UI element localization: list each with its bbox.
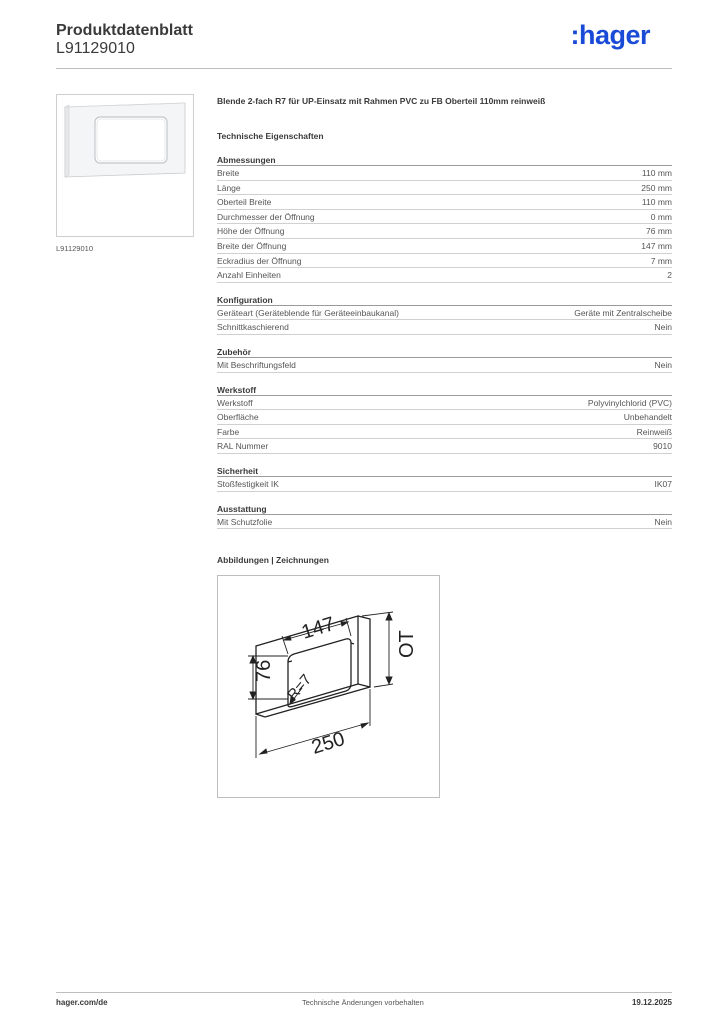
property-label: Breite xyxy=(217,168,240,178)
technical-drawing xyxy=(217,575,440,798)
page-header xyxy=(56,20,672,70)
footer-date: 19.12.2025 xyxy=(631,998,672,1007)
section-title: Abmessungen xyxy=(217,154,672,166)
property-value: 147 mm xyxy=(641,240,672,251)
property-row xyxy=(217,210,672,225)
section-ausstattung xyxy=(217,503,672,530)
dim-width-label: 147 xyxy=(299,612,338,644)
property-row xyxy=(217,306,672,321)
property-row xyxy=(217,224,672,239)
property-value: 9010 xyxy=(653,441,672,452)
property-label: Eckradius der Öffnung xyxy=(217,255,302,266)
section-abmessungen xyxy=(217,154,672,283)
section-title: Sicherheit xyxy=(217,465,672,477)
property-row xyxy=(217,410,672,425)
property-row xyxy=(217,439,672,454)
property-row xyxy=(217,166,672,181)
dim-radius-label: R=7 xyxy=(284,671,316,704)
property-row xyxy=(217,396,672,411)
footer-notice: Technische Änderungen vorbehalten xyxy=(302,998,424,1007)
property-row xyxy=(217,515,672,530)
property-value: IK07 xyxy=(654,478,672,489)
property-value: Nein xyxy=(654,359,672,370)
property-value: Reinweiß xyxy=(636,426,672,437)
property-label: Oberfläche xyxy=(217,412,259,423)
property-row xyxy=(217,358,672,373)
property-row xyxy=(217,239,672,254)
article-number: L91129010 xyxy=(56,40,135,57)
property-label: Schnittkaschierend xyxy=(217,322,289,333)
document-title: Produktdatenblatt xyxy=(56,22,193,39)
product-image xyxy=(57,95,193,236)
section-konfiguration xyxy=(217,294,672,335)
property-value: Nein xyxy=(654,322,672,333)
property-label: Höhe der Öffnung xyxy=(217,226,285,237)
property-label: Anzahl Einheiten xyxy=(217,270,281,281)
section-title: Werkstoff xyxy=(217,384,672,396)
hager-logo: :hager xyxy=(570,20,650,50)
product-thumbnail xyxy=(56,94,194,237)
property-label: Durchmesser der Öffnung xyxy=(217,211,315,222)
property-value: Unbehandelt xyxy=(623,412,672,423)
property-row xyxy=(217,254,672,269)
property-label: Stoßfestigkeit IK xyxy=(217,478,279,489)
property-row xyxy=(217,477,672,492)
dim-length-label: 250 xyxy=(309,727,348,759)
property-label: Werkstoff xyxy=(217,397,253,408)
property-label: RAL Nummer xyxy=(217,441,269,452)
section-werkstoff xyxy=(217,384,672,454)
dim-top-label: OT xyxy=(396,630,418,658)
header-divider xyxy=(56,68,672,69)
property-label: Mit Beschriftungsfeld xyxy=(217,359,296,370)
footer-website[interactable]: hager.com/de xyxy=(56,998,108,1007)
section-title: Konfiguration xyxy=(217,294,672,306)
property-value: 110 mm xyxy=(641,197,672,208)
property-value: Nein xyxy=(654,516,672,527)
footer-divider xyxy=(56,992,672,993)
property-value: Geräte mit Zentralscheibe xyxy=(574,307,672,318)
property-value: 250 mm xyxy=(641,182,672,193)
section-title: Zubehör xyxy=(217,346,672,358)
dimension-drawing xyxy=(218,576,439,797)
property-label: Mit Schutzfolie xyxy=(217,516,273,527)
property-row xyxy=(217,268,672,283)
property-row xyxy=(217,425,672,440)
property-value: 7 mm xyxy=(650,255,672,266)
property-row xyxy=(217,195,672,210)
property-value: 2 xyxy=(667,270,672,281)
property-sections xyxy=(217,154,672,529)
property-value: 0 mm xyxy=(650,211,672,222)
section-zubehör xyxy=(217,346,672,373)
property-value: 110 mm xyxy=(641,168,672,178)
product-details xyxy=(217,94,672,529)
property-value: 76 mm xyxy=(646,226,672,237)
figures-heading: Abbildungen | Zeichnungen xyxy=(217,555,329,565)
product-title: Blende 2-fach R7 für UP-Einsatz mit Rahmen PVC zu FB Oberteil 110mm reinweiß xyxy=(217,96,546,106)
section-sicherheit xyxy=(217,465,672,492)
dim-height-label: 76 xyxy=(253,659,275,682)
property-label: Breite der Öffnung xyxy=(217,240,287,251)
property-label: Geräteart (Geräteblende für Geräteeinbaukanal) xyxy=(217,307,399,318)
property-row xyxy=(217,320,672,335)
property-label: Länge xyxy=(217,182,241,193)
property-value: Polyvinylchlorid (PVC) xyxy=(587,397,672,408)
property-label: Oberteil Breite xyxy=(217,197,272,208)
thumbnail-code: L91129010 xyxy=(56,244,93,253)
section-title: Ausstattung xyxy=(217,503,672,515)
property-row xyxy=(217,181,672,196)
technical-properties-heading: Technische Eigenschaften xyxy=(217,131,324,141)
property-label: Farbe xyxy=(217,426,240,437)
